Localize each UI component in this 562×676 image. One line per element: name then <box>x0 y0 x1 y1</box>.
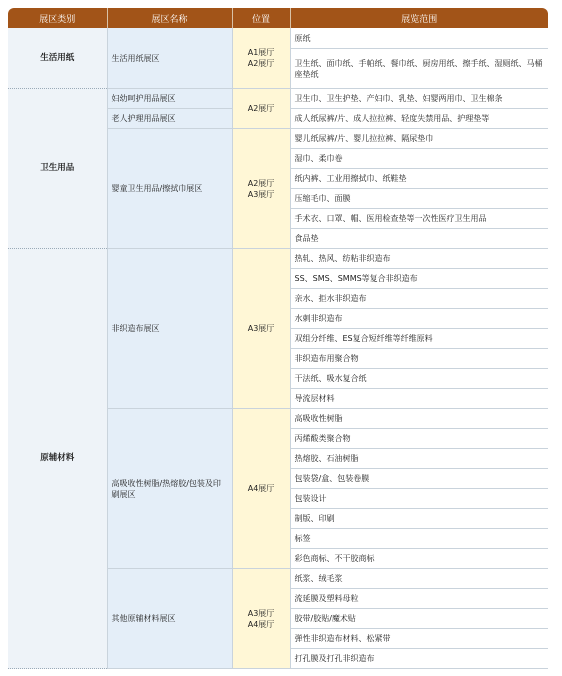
header-position: 位置 <box>232 8 290 28</box>
header-scope: 展览范围 <box>290 8 548 28</box>
scope-item: 标签 <box>290 529 548 549</box>
header-hall-name: 展区名称 <box>107 8 232 28</box>
scope-item: 卫生巾、卫生护垫、产妇巾、乳垫、妇婴两用巾、卫生棉条 <box>290 89 548 109</box>
table-body <box>8 28 548 669</box>
hall-name-cell: 高吸收性树脂/热熔胶/包装及印刷展区 <box>107 409 232 569</box>
scope-item: 包装设计 <box>290 489 548 509</box>
category-cell: 卫生用品 <box>8 89 107 249</box>
scope-item: 胶带/胶贴/魔术贴 <box>290 609 548 629</box>
position-cell: A2展厅 A3展厅 <box>232 129 290 249</box>
scope-item: 制版、印刷 <box>290 509 548 529</box>
scope-item: 干法纸、吸水复合纸 <box>290 369 548 389</box>
hall-name-cell: 非织造布展区 <box>107 249 232 409</box>
position-cell: A3展厅 A4展厅 <box>232 569 290 669</box>
scope-item: 双组分纤维、ES复合短纤维等纤维原料 <box>290 329 548 349</box>
scope-item: 热熔胶、石油树脂 <box>290 449 548 469</box>
table-row <box>8 28 548 49</box>
scope-item: 丙烯酸类聚合物 <box>290 429 548 449</box>
scope-item: 卫生纸、面巾纸、手帕纸、餐巾纸、厨房用纸、擦手纸、湿厕纸、马桶座垫纸 <box>290 49 548 89</box>
position-cell: A3展厅 <box>232 249 290 409</box>
scope-item: 彩色商标、不干胶商标 <box>290 549 548 569</box>
scope-item: 导流层材料 <box>290 389 548 409</box>
category-cell: 生活用纸 <box>8 28 107 89</box>
hall-name-cell: 妇幼呵护用品展区 <box>107 89 232 109</box>
scope-item: SS、SMS、SMMS等复合非织造布 <box>290 269 548 289</box>
table-row <box>8 249 548 269</box>
scope-item: 成人纸尿裤/片、成人拉拉裤、轻度失禁用品、护理垫等 <box>290 109 548 129</box>
position-cell: A1展厅 A2展厅 <box>232 28 290 89</box>
scope-item: 水刺非织造布 <box>290 309 548 329</box>
scope-item: 弹性非织造布材料、松紧带 <box>290 629 548 649</box>
scope-item: 原纸 <box>290 28 548 49</box>
hall-name-cell: 生活用纸展区 <box>107 28 232 89</box>
scope-item: 亲水、拒水非织造布 <box>290 289 548 309</box>
scope-item: 手术衣、口罩、帽、医用检查垫等一次性医疗卫生用品 <box>290 209 548 229</box>
hall-name-cell: 婴童卫生用品/擦拭巾展区 <box>107 129 232 249</box>
position-cell: A2展厅 <box>232 89 290 129</box>
scope-item: 包装袋/盒、包装卷膜 <box>290 469 548 489</box>
scope-item: 湿巾、柔巾卷 <box>290 149 548 169</box>
header-category: 展区类别 <box>8 8 107 28</box>
scope-item: 流延膜及塑料母粒 <box>290 589 548 609</box>
hall-name-cell: 其他原辅材料展区 <box>107 569 232 669</box>
scope-item: 纸内裤、工业用擦拭巾、纸鞋垫 <box>290 169 548 189</box>
scope-item: 非织造布用聚合物 <box>290 349 548 369</box>
scope-item: 食品垫 <box>290 229 548 249</box>
scope-item: 纸浆、绒毛浆 <box>290 569 548 589</box>
category-cell: 原辅材料 <box>8 249 107 669</box>
scope-item: 打孔膜及打孔非织造布 <box>290 649 548 669</box>
table-row <box>8 89 548 109</box>
table-header-row <box>8 8 548 28</box>
hall-name-cell: 老人护理用品展区 <box>107 109 232 129</box>
scope-item: 热轧、热风、纺粘非织造布 <box>290 249 548 269</box>
scope-item: 压缩毛巾、面膜 <box>290 189 548 209</box>
position-cell: A4展厅 <box>232 409 290 569</box>
scope-item: 高吸收性树脂 <box>290 409 548 429</box>
scope-item: 婴儿纸尿裤/片、婴儿拉拉裤、隔尿垫巾 <box>290 129 548 149</box>
exhibition-zone-table <box>8 8 548 669</box>
